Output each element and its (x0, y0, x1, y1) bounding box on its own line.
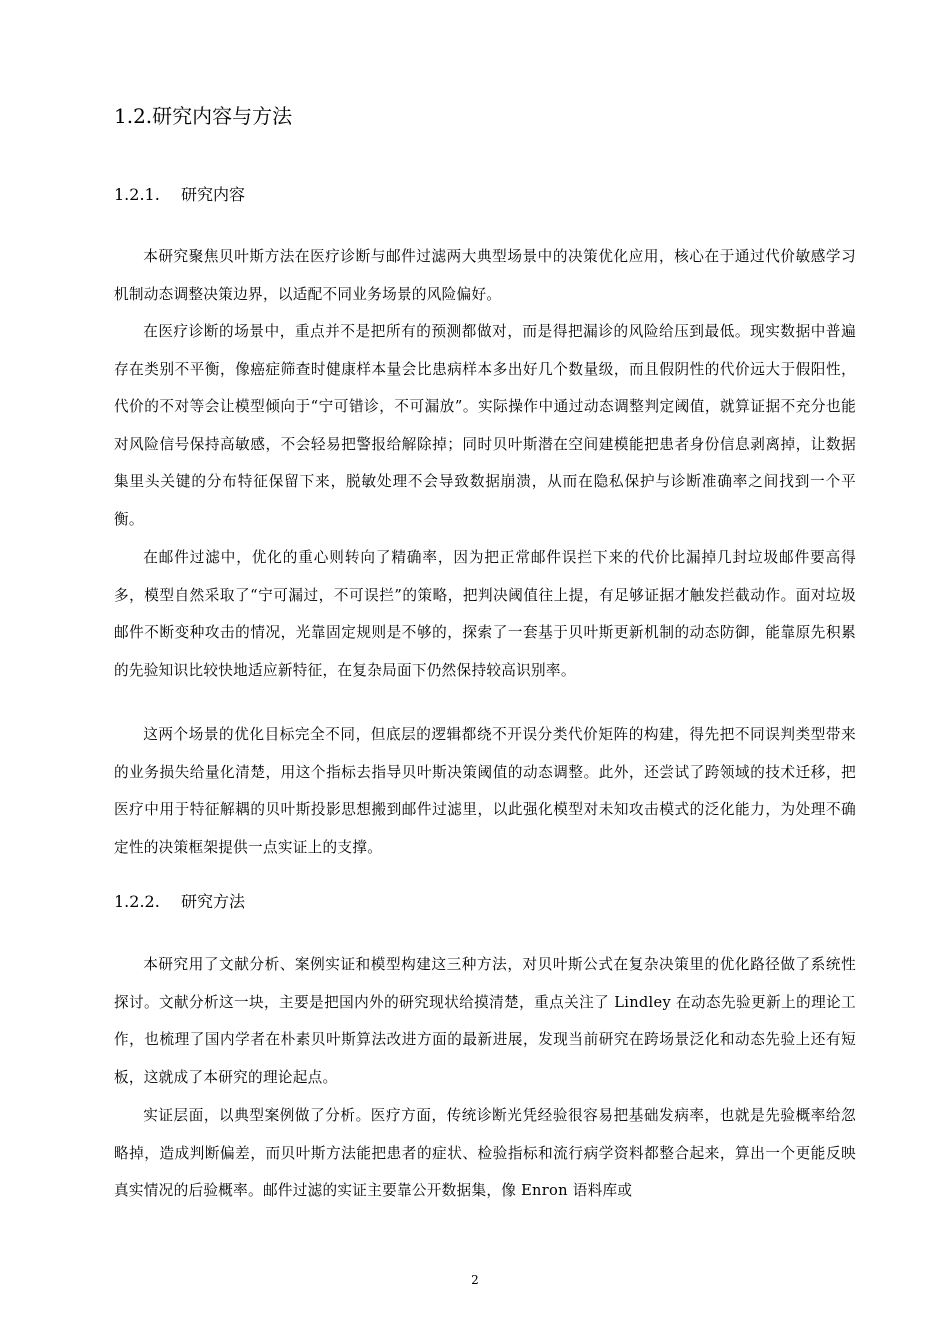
paragraph: 在医疗诊断的场景中，重点并不是把所有的预测都做对，而是得把漏诊的风险给压到最低。现实数据中普遍存在类别不平衡，像癌症筛查时健康样本量会比患病样本多出好几个数量级，而且假阴性的代价远大于假阳性，代价的不对等会让模型倾向于“宁可错诊，不可漏放”。实际操作中通过动态调整判定阈值，就算证据不充分也能对风险信号保持高敏感，不会轻易把警报给解除掉；同时贝叶斯潜在空间建模能把患者身份信息剥离掉，让数据集里头关键的分布特征保留下来，脱敏处理不会导致数据崩溃，从而在隐私保护与诊断准确率之间找到一个平衡。 (114, 323, 856, 528)
subsection-title: 研究方法 (181, 892, 246, 911)
paragraph: 本研究用了文献分析、案例实证和模型构建这三种方法，对贝叶斯公式在复杂决策里的优化路径做了系统性探讨。文献分析这一块，主要是把国内外的研究现状给摸清楚，重点关注了 Lindley 在动态先验更新上的理论工作，也梳理了国内学者在朴素贝叶斯算法改进方面的最新进展，发现当前研究在跨场景泛化和动态先验上还有短板，这就成了本研究的理论起点。 (114, 956, 856, 1086)
page-number: 2 (471, 1273, 479, 1287)
subsection-number: 1.2.1. (114, 185, 160, 204)
section-heading (114, 101, 292, 131)
subsection-heading-method (114, 890, 245, 914)
subsection-heading-content (114, 183, 245, 207)
section-title: 研究内容与方法 (152, 104, 293, 128)
paragraph: 实证层面，以典型案例做了分析。医疗方面，传统诊断光凭经验很容易把基础发病率，也就是先验概率给忽略掉，造成判断偏差，而贝叶斯方法能把患者的症状、检验指标和流行病学资料都整合起来，算出一个更能反映真实情况的后验概率。邮件过滤的实证主要靠公开数据集，像 Enron 语料库或 (114, 1107, 856, 1200)
paragraph: 本研究聚焦贝叶斯方法在医疗诊断与邮件过滤两大典型场景中的决策优化应用，核心在于通过代价敏感学习机制动态调整决策边界，以适配不同业务场景的风险偏好。 (114, 248, 856, 303)
subsection-number: 1.2.2. (114, 892, 160, 911)
section-number: 1.2. (114, 104, 153, 128)
paragraph: 这两个场景的优化目标完全不同，但底层的逻辑都绕不开误分类代价矩阵的构建，得先把不同误判类型带来的业务损失给量化清楚，用这个指标去指导贝叶斯决策阈值的动态调整。此外，还尝试了跨领域的技术迁移，把医疗中用于特征解耦的贝叶斯投影思想搬到邮件过滤里，以此强化模型对未知攻击模式的泛化能力，为处理不确定性的决策框架提供一点实证上的支撑。 (114, 726, 856, 856)
paragraph: 在邮件过滤中，优化的重心则转向了精确率，因为把正常邮件误拦下来的代价比漏掉几封垃圾邮件要高得多，模型自然采取了“宁可漏过，不可误拦”的策略，把判决阈值往上提，有足够证据才触发拦截动作。面对垃圾邮件不断变种攻击的情况，光靠固定规则是不够的，探索了一套基于贝叶斯更新机制的动态防御，能靠原先积累的先验知识比较快地适应新特征，在复杂局面下仍然保持较高识别率。 (114, 549, 856, 679)
subsection-title: 研究内容 (181, 185, 246, 204)
